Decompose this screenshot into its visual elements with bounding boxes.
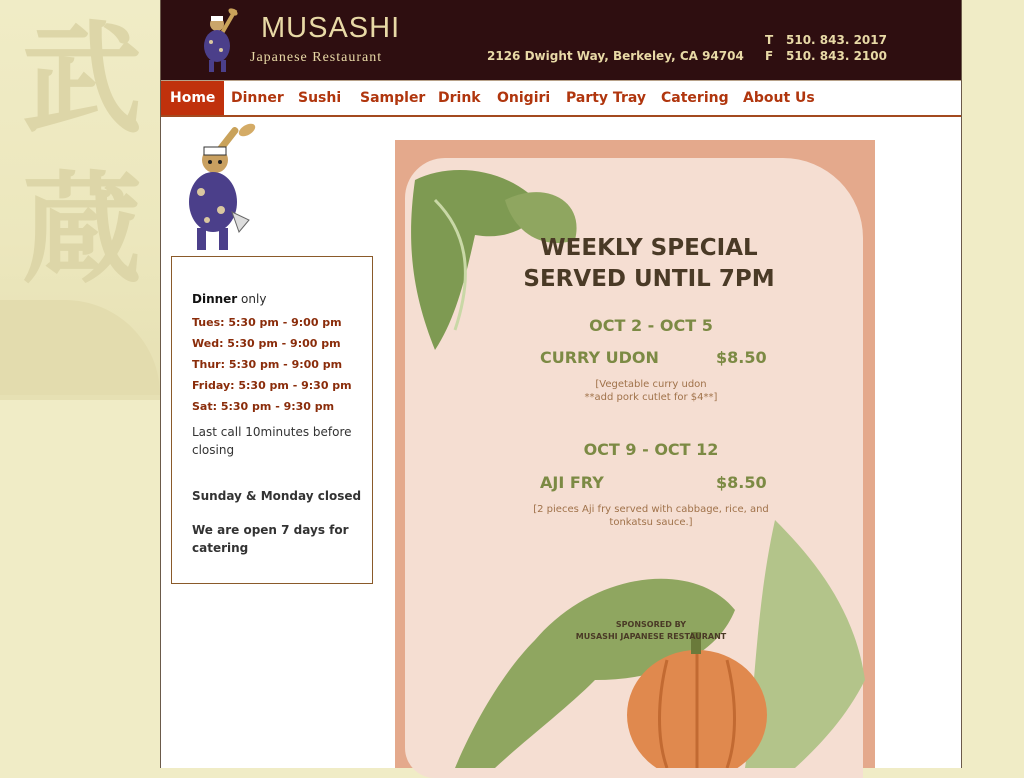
flyer-title-line2: SERVED UNTIL 7PM — [523, 266, 775, 292]
fax-label: F — [765, 49, 774, 63]
special-item-price: $8.50 — [716, 473, 767, 492]
brand-subtitle: Japanese Restaurant — [250, 50, 383, 65]
hours-title — [192, 292, 362, 306]
phone-label: T — [765, 33, 774, 47]
fax-row — [765, 48, 887, 64]
description-line: [2 pieces Aji fry served with cabbage, rice, and — [533, 504, 769, 515]
hours-row: Tues: 5:30 pm - 9:00 pm — [192, 316, 342, 329]
weekly-special-flyer — [395, 140, 875, 768]
special-dates: OCT 9 - OCT 12 — [583, 440, 719, 459]
flyer-title — [509, 233, 789, 295]
samurai-mascot-icon — [177, 120, 259, 258]
hours-content — [192, 292, 362, 557]
hours-panel — [171, 256, 373, 584]
description-line: tonkatsu sauce.] — [609, 517, 693, 528]
restaurant-address: 2126 Dwight Way, Berkeley, CA 94704 — [487, 49, 744, 63]
special-item-description — [501, 378, 801, 404]
nav-onigiri[interactable]: Onigiri — [497, 90, 551, 106]
background-calligraphy — [0, 0, 160, 400]
nav-party-tray[interactable]: Party Tray — [566, 90, 646, 106]
nav-catering[interactable]: Catering — [661, 90, 729, 106]
samurai-logo-icon[interactable] — [197, 6, 245, 76]
nav-home[interactable]: Home — [161, 81, 224, 115]
nav-drink[interactable]: Drink — [438, 90, 481, 106]
closed-days-note: Sunday & Monday closed — [192, 489, 362, 503]
description-line: **add pork cutlet for $4**] — [584, 392, 718, 403]
phone-number: 510. 843. 2017 — [786, 33, 887, 47]
hours-row: Friday: 5:30 pm - 9:30 pm — [192, 379, 352, 392]
fax-number: 510. 843. 2100 — [786, 49, 887, 63]
catering-note: We are open 7 days for catering — [192, 523, 349, 555]
main-nav — [161, 80, 961, 117]
special-dates: OCT 2 - OCT 5 — [589, 316, 713, 335]
hours-row: Thur: 5:30 pm - 9:00 pm — [192, 358, 343, 371]
special-item-name: AJI FRY — [540, 473, 604, 492]
hours-title-rest: only — [237, 292, 267, 306]
special-item-price: $8.50 — [716, 348, 767, 367]
special-item-description — [501, 503, 801, 529]
nav-about-us[interactable]: About Us — [743, 90, 815, 106]
contact-numbers — [765, 32, 887, 64]
nav-sampler[interactable]: Sampler — [360, 90, 426, 106]
sponsor-line: MUSASHI JAPANESE RESTAURANT — [575, 632, 727, 641]
page-container — [160, 0, 962, 768]
calligraphy-brush-stroke — [0, 300, 160, 395]
sponsor-line: SPONSORED BY — [615, 620, 687, 629]
calligraphy-glyph-top: 武 — [22, 9, 142, 150]
special-item-name: CURRY UDON — [540, 348, 659, 367]
brand-name[interactable]: MUSASHI — [261, 12, 401, 44]
calligraphy-glyph-bottom: 蔵 — [22, 159, 142, 300]
nav-sushi[interactable]: Sushi — [298, 90, 342, 106]
hours-title-bold: Dinner — [192, 292, 238, 306]
site-header — [161, 0, 961, 80]
last-call-note: Last call 10minutes before closing — [192, 425, 352, 457]
phone-row — [765, 32, 887, 48]
hours-row: Wed: 5:30 pm - 9:00 pm — [192, 337, 341, 350]
description-line: [Vegetable curry udon — [595, 379, 707, 390]
hours-row: Sat: 5:30 pm - 9:30 pm — [192, 400, 335, 413]
flyer-title-line1: WEEKLY SPECIAL — [540, 235, 758, 261]
flyer-sponsor — [551, 619, 751, 643]
nav-dinner[interactable]: Dinner — [231, 90, 284, 106]
